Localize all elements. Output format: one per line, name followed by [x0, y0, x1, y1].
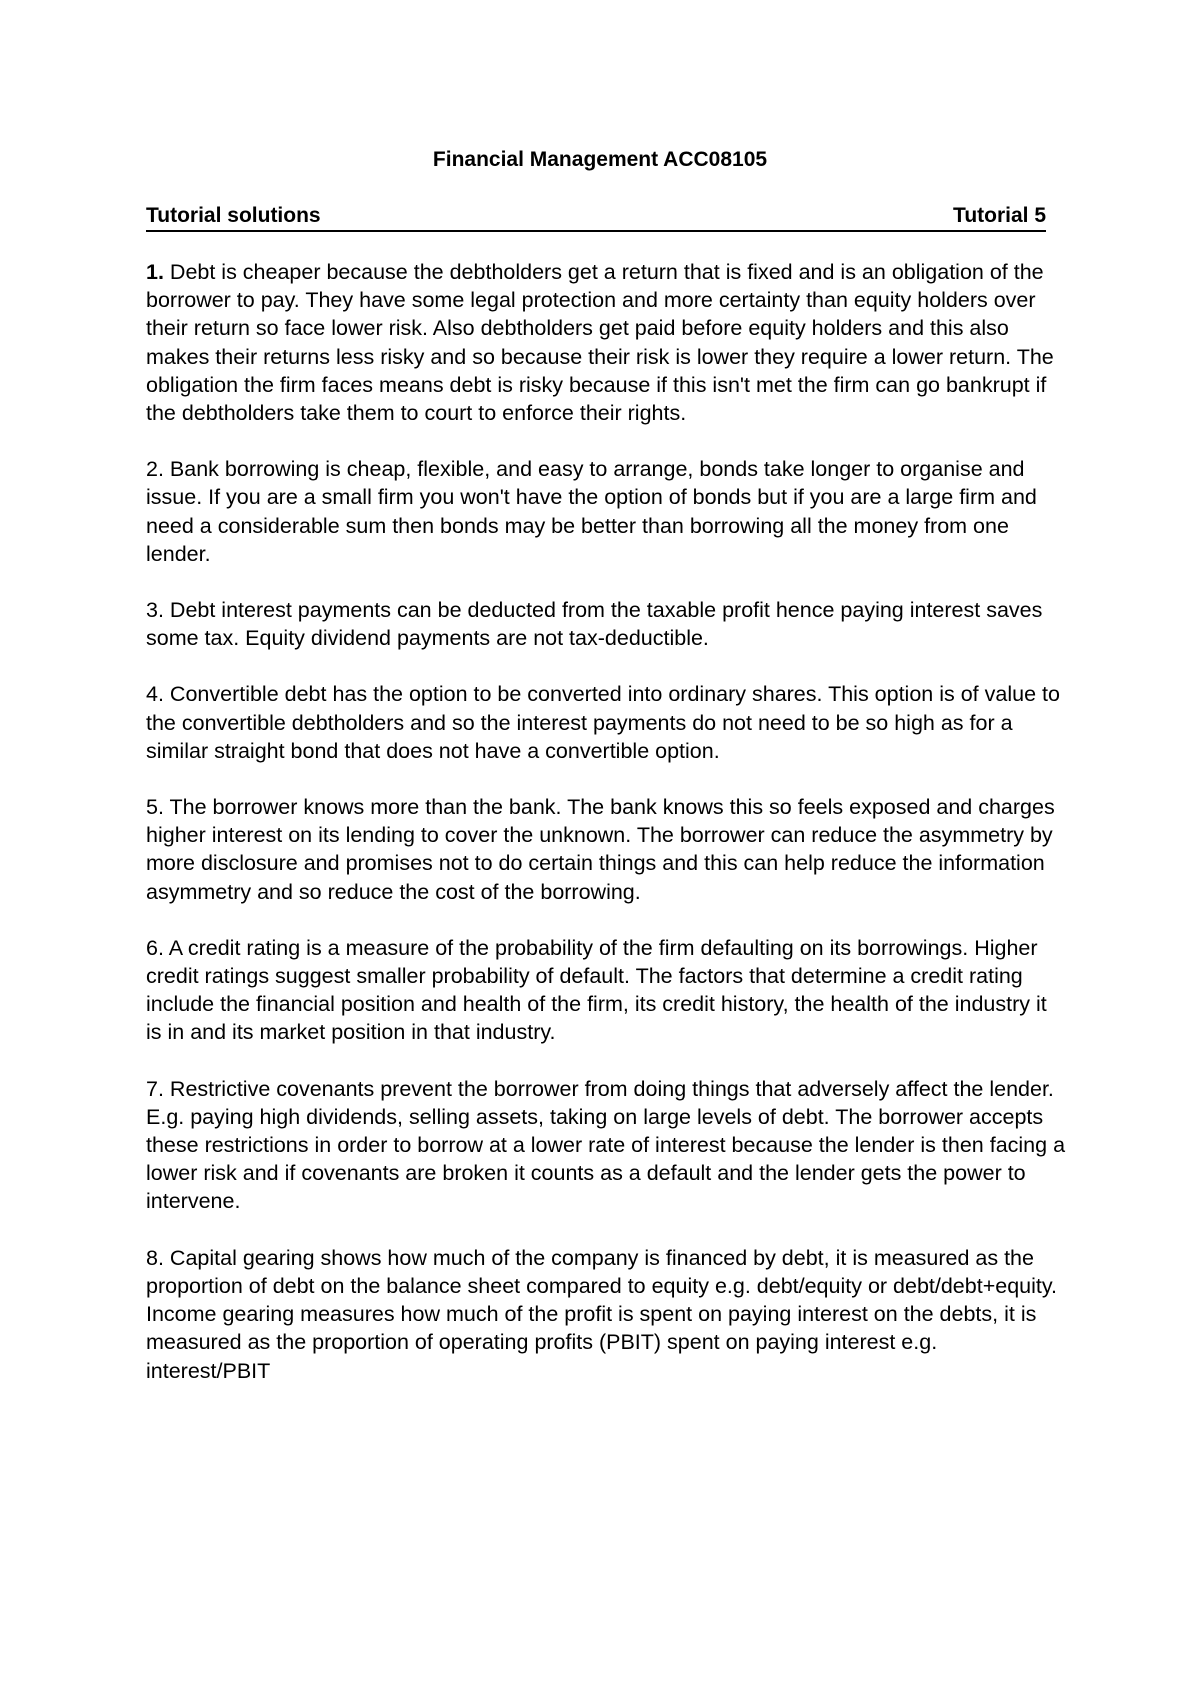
- subheader-row: [146, 203, 1046, 232]
- answer-text: Convertible debt has the option to be converted into ordinary shares. This option is of value to the convertible debtholders and so the interest payments do not need to be so high as for a similar straight bond that does not have a convertible option.: [146, 682, 1060, 763]
- answer-number: 5.: [146, 795, 164, 820]
- answer-number: 3.: [146, 598, 164, 623]
- answer-number: 1.: [146, 260, 164, 284]
- answer-2: [146, 455, 1066, 568]
- answer-number: 4.: [146, 682, 164, 707]
- answer-7: [146, 1075, 1066, 1216]
- answer-number: 8.: [146, 1245, 164, 1270]
- answer-text: Capital gearing shows how much of the company is financed by debt, it is measured as the proportion of debt on the balance sheet compared to equity e.g. debt/equity or debt/debt+equity. Income gearing measures how much of the profit is spent on paying interest on the debts, it is measured as the proportion of operating profits (PBIT) spent on paying interest e.g. interest/PBIT: [146, 1245, 1057, 1383]
- answer-number: 7.: [146, 1076, 164, 1101]
- answer-4: [146, 680, 1066, 765]
- answer-text: A credit rating is a measure of the probability of the firm defaulting on its borrowings. Higher credit ratings suggest smaller probability of default. The factors that determine a credit rating include the financial position and health of the firm, its credit history, the health of the industry it is in and its market position in that industry.: [146, 935, 1047, 1045]
- answers-list: [146, 258, 1066, 1413]
- answer-3: [146, 596, 1066, 652]
- answer-text: Bank borrowing is cheap, flexible, and easy to arrange, bonds take longer to organise and issue. If you are a small firm you won't have the option of bonds but if you are a large firm and need a considerable sum then bonds may be better than borrowing all the money from one lender.: [146, 457, 1037, 566]
- answer-5: [146, 793, 1066, 906]
- answer-text: Restrictive covenants prevent the borrower from doing things that adversely affect the lender. E.g. paying high dividends, selling assets, taking on large levels of debt. The borrower accepts these restrictions in order to borrow at a lower rate of interest because the lender is then facing a lower risk and if covenants are broken it counts as a default and the lender gets the power to intervene.: [146, 1076, 1066, 1214]
- answer-text: Debt is cheaper because the debtholders get a return that is fixed and is an obligation of the borrower to pay. They have some legal protection and more certainty than equity holders over their return so face lower risk. Also debtholders get paid before equity holders and this also makes their returns less risky and so because their risk is lower they require a lower return. The obligation the firm faces means debt is risky because if this isn't met the firm can go bankrupt if the debtholders take them to court to enforce their rights.: [146, 260, 1054, 426]
- answer-number: 2.: [146, 457, 164, 482]
- answer-6: [146, 934, 1066, 1047]
- answer-text: Debt interest payments can be deducted from the taxable profit hence paying interest saves some tax. Equity dividend payments are not tax-deductible.: [146, 598, 1043, 651]
- answer-1: [146, 258, 1066, 427]
- subheader-left-label: Tutorial solutions: [146, 204, 321, 227]
- answer-number: 6.: [146, 935, 164, 960]
- answer-8: [146, 1244, 1066, 1385]
- document-title: Financial Management ACC08105: [432, 148, 768, 171]
- subheader-right-label: Tutorial 5: [953, 204, 1046, 227]
- answer-text: The borrower knows more than the bank. The bank knows this so feels exposed and charges higher interest on its lending to cover the unknown. The borrower can reduce the asymmetry by more disclosure and promises not to do certain things and this can help reduce the information asymmetry and so reduce the cost of the borrowing.: [146, 795, 1055, 904]
